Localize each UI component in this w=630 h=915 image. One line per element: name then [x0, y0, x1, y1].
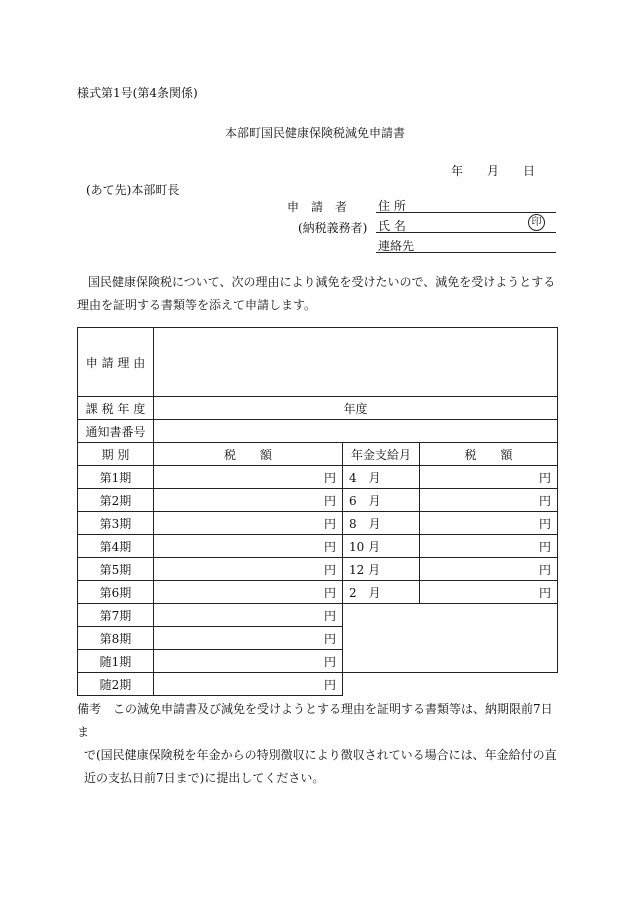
pension-tax-cell[interactable] — [420, 558, 558, 581]
name-line — [376, 232, 556, 233]
tax-amount-cell[interactable] — [154, 650, 343, 673]
yen-unit: 円 — [323, 608, 336, 623]
pension-tax-cell[interactable] — [420, 466, 558, 489]
tax-amount-cell[interactable] — [154, 535, 343, 558]
blank-outside — [343, 673, 558, 696]
yen-unit: 円 — [323, 562, 336, 577]
tax-year-label: 課 税 年 度 — [78, 397, 154, 420]
seal-mark: 印 — [528, 214, 545, 231]
yen-unit: 円 — [323, 539, 336, 554]
yen-unit: 円 — [323, 516, 336, 531]
yen-unit: 円 — [323, 654, 336, 669]
tax-amount-cell[interactable] — [154, 512, 343, 535]
application-table — [77, 327, 558, 696]
pension-month-header: 年金支給月 — [343, 443, 420, 466]
yen-unit: 円 — [539, 493, 552, 508]
note-line-2: で(国民健康保険税を年金からの特別徴収により徴収されている場合には、年金給付の直 — [84, 748, 557, 762]
tax-amount-cell[interactable] — [154, 489, 343, 512]
table-row — [78, 489, 558, 512]
period-cell: 第3期 — [78, 512, 154, 535]
yen-unit: 円 — [323, 585, 336, 600]
yen-unit: 円 — [323, 470, 336, 485]
table-row — [78, 558, 558, 581]
reason-field[interactable] — [154, 328, 558, 397]
notice-number-label: 通知書番号 — [78, 420, 154, 443]
period-cell: 随2期 — [78, 673, 154, 696]
yen-unit: 円 — [539, 585, 552, 600]
table-row — [78, 604, 558, 627]
blank-area — [343, 627, 558, 650]
date-year: 年 — [451, 164, 464, 178]
table-row — [78, 673, 558, 696]
pension-month-cell: 10 月 — [343, 535, 420, 558]
pension-month-cell: 2 月 — [343, 581, 420, 604]
pension-tax-cell[interactable] — [420, 581, 558, 604]
period-cell: 第4期 — [78, 535, 154, 558]
pension-month-cell: 8 月 — [343, 512, 420, 535]
yen-unit: 円 — [539, 539, 552, 554]
contact-label: 連絡先 — [378, 239, 415, 253]
period-cell: 随1期 — [78, 650, 154, 673]
tax-amount-cell[interactable] — [154, 558, 343, 581]
yen-unit: 円 — [323, 677, 336, 692]
blank-area — [343, 604, 558, 627]
notice-number-field[interactable] — [154, 420, 558, 443]
tax-amount-header: 税 額 — [154, 443, 343, 466]
period-cell: 第1期 — [78, 466, 154, 489]
date-month: 月 — [487, 164, 500, 178]
intro-line-1: 国民健康保険税について、次の理由により減免を受けたいので、減免を受けようとする — [88, 275, 556, 289]
table-row — [78, 466, 558, 489]
intro-line-2: 理由を証明する書類等を添えて申請します。 — [77, 298, 317, 312]
note — [77, 698, 559, 790]
tax-amount-header-2: 税 額 — [420, 443, 558, 466]
address-label: 住 所 — [378, 199, 406, 213]
pension-month-cell: 6 月 — [343, 489, 420, 512]
pension-month-cell: 12 月 — [343, 558, 420, 581]
table-row — [78, 650, 558, 673]
reason-label: 申 請 理 由 — [78, 328, 154, 397]
pension-tax-cell[interactable] — [420, 489, 558, 512]
yen-unit: 円 — [539, 562, 552, 577]
yen-unit: 円 — [539, 516, 552, 531]
tax-amount-cell[interactable] — [154, 627, 343, 650]
pension-tax-cell[interactable] — [420, 535, 558, 558]
applicant-label: 申 請 者 — [287, 200, 348, 214]
addressee: (あて先)本部町長 — [86, 183, 180, 197]
page-title: 本部町国民健康保険税減免申請書 — [224, 126, 405, 140]
period-cell: 第5期 — [78, 558, 154, 581]
table-row — [78, 581, 558, 604]
pension-tax-cell[interactable] — [420, 512, 558, 535]
address-line — [376, 212, 556, 213]
yen-unit: 円 — [539, 470, 552, 485]
period-cell: 第6期 — [78, 581, 154, 604]
blank-area — [343, 650, 558, 673]
period-header: 期 別 — [78, 443, 154, 466]
contact-line — [376, 252, 556, 253]
tax-amount-cell[interactable] — [154, 673, 343, 696]
form-number: 様式第1号(第4条関係) — [77, 86, 198, 100]
tax-amount-cell[interactable] — [154, 604, 343, 627]
yen-unit: 円 — [323, 631, 336, 646]
period-cell: 第2期 — [78, 489, 154, 512]
yen-unit: 円 — [323, 493, 336, 508]
applicant-sub-label: (納税義務者) — [298, 221, 368, 235]
pension-month-cell: 4 月 — [343, 466, 420, 489]
table-row — [78, 512, 558, 535]
table-row — [78, 535, 558, 558]
table-row — [78, 627, 558, 650]
date-day: 日 — [523, 164, 536, 178]
tax-year-field[interactable]: 年度 — [154, 397, 558, 420]
period-cell: 第7期 — [78, 604, 154, 627]
note-line-3: 近の支払日前7日まで)に提出してください。 — [84, 771, 325, 785]
period-cell: 第8期 — [78, 627, 154, 650]
tax-amount-cell[interactable] — [154, 466, 343, 489]
note-line-1: 備考 この減免申請書及び減免を受けようとする理由を証明する書類等は、納期限前7日ま — [77, 702, 553, 739]
note-label: 備考 — [77, 702, 102, 716]
name-label: 氏 名 — [378, 219, 406, 233]
tax-amount-cell[interactable] — [154, 581, 343, 604]
